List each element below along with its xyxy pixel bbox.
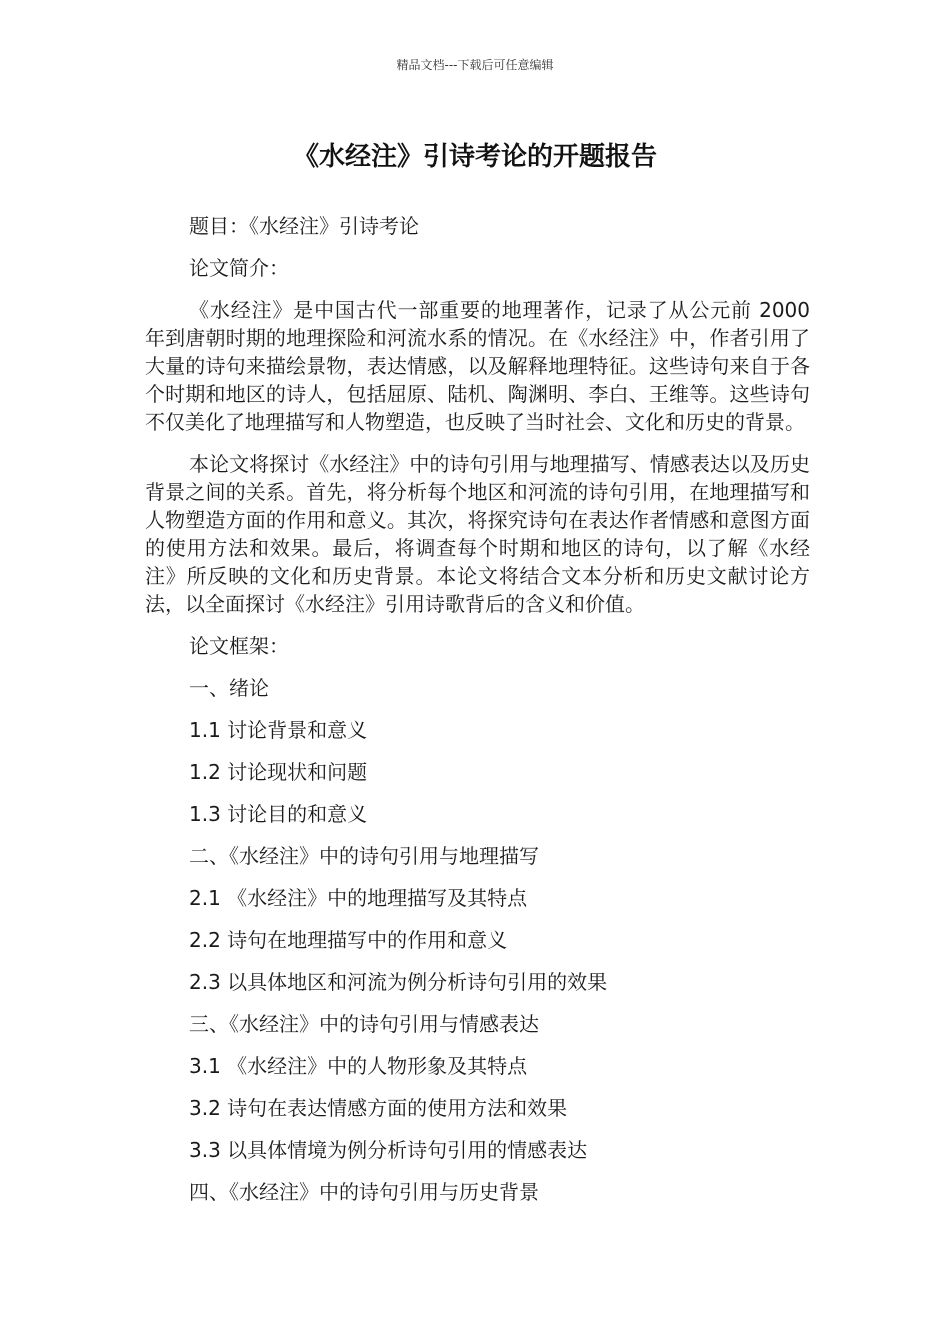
outline-item: 1.3 讨论目的和意义 [189,802,368,826]
outline-item: 2.2 诗句在地理描写中的作用和意义 [189,928,508,952]
outline-item: 2.1 《水经注》中的地理描写及其特点 [189,886,528,910]
outline-item: 2.3 以具体地区和河流为例分析诗句引用的效果 [189,970,608,994]
framework-heading: 论文框架： [189,634,289,658]
intro-heading: 论文简介： [189,256,289,280]
outline-item: 1.1 讨论背景和意义 [189,718,368,742]
document-title: 《水经注》引诗考论的开题报告 [292,142,657,172]
plan-paragraph: 本论文将探讨《水经注》中的诗句引用与地理描写、情感表达以及历史背景之间的关系。首先，将分析每个地区和河流的诗句引用，在地理描写和人物塑造方面的作用和意义。其次，将探究诗句在表达作者情感和意图方面的使用方法和效果。最后，将调查每个时期和地区的诗句，以了解《水经注》所反映的文化和历史背景。本论文将结合文本分析和历史文献讨论方法，以全面探讨《水经注》引用诗歌背后的含义和价值。 [145,452,810,616]
outline-item: 一、绪论 [189,676,269,700]
intro-paragraph: 《水经注》是中国古代一部重要的地理著作，记录了从公元前 2000 年到唐朝时期的地理探险和河流水系的情况。在《水经注》中，作者引用了大量的诗句来描绘景物，表达情感，以及解释地理特征。这些诗句来自于各个时期和地区的诗人，包括屈原、陆机、陶渊明、李白、王维等。这些诗句不仅美化了地理描写和人物塑造，也反映了当时社会、文化和历史的背景。 [145,298,810,434]
page-header-note: 精品文档---下载后可任意编辑 [396,58,554,72]
topic-line: 题目：《水经注》引诗考论 [189,214,419,238]
outline-item: 1.2 讨论现状和问题 [189,760,368,784]
outline-item: 3.2 诗句在表达情感方面的使用方法和效果 [189,1096,568,1120]
outline-item: 3.1 《水经注》中的人物形象及其特点 [189,1054,528,1078]
outline-item: 四、《水经注》中的诗句引用与历史背景 [189,1180,539,1204]
document-body [145,212,810,1220]
outline-item: 3.3 以具体情境为例分析诗句引用的情感表达 [189,1138,588,1162]
outline-item: 三、《水经注》中的诗句引用与情感表达 [189,1012,539,1036]
outline-item: 二、《水经注》中的诗句引用与地理描写 [189,844,539,868]
